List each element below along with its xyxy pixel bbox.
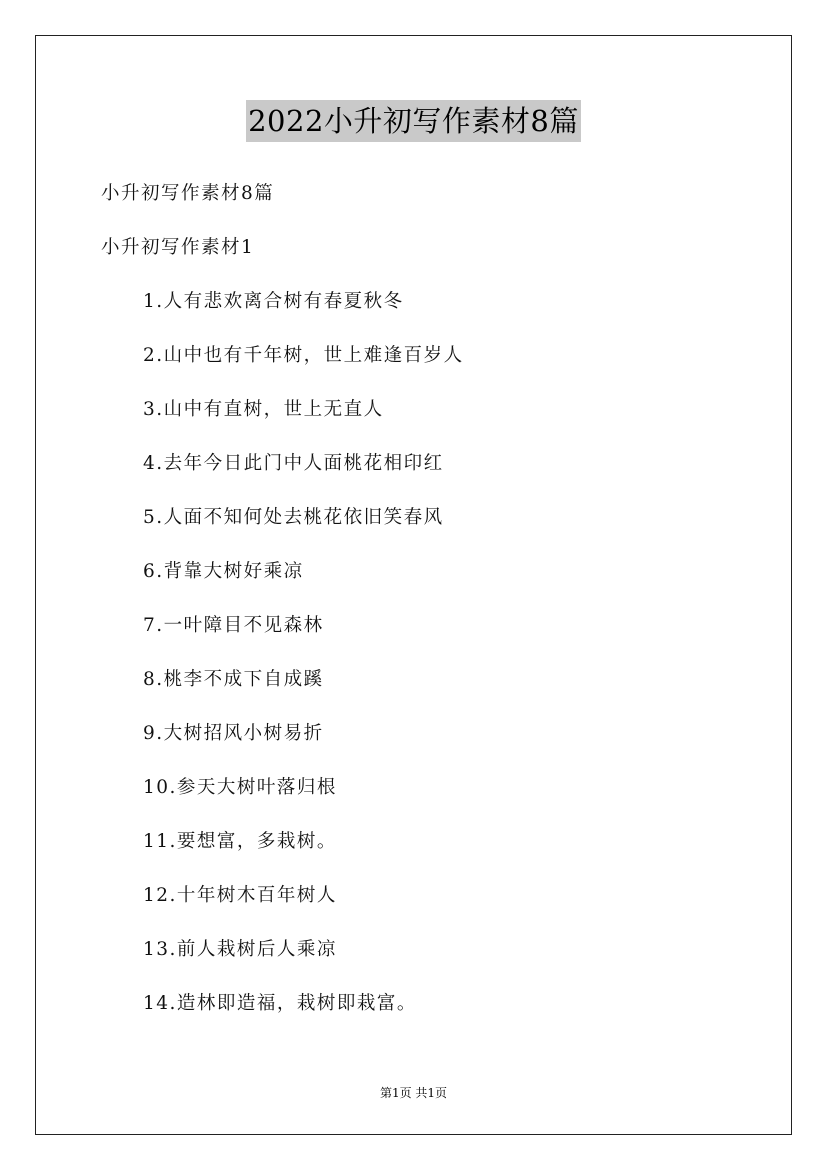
list-item: 3.山中有直树，世上无直人 [143, 399, 384, 420]
list-item: 2.山中也有千年树，世上难逢百岁人 [143, 345, 464, 366]
list-item: 11.要想富，多栽树。 [143, 831, 337, 852]
list-item: 9.大树招风小树易折 [143, 723, 324, 744]
document-subtitle: 小升初写作素材8篇 [101, 183, 275, 204]
list-item: 14.造林即造福，栽树即栽富。 [143, 993, 417, 1014]
section-heading: 小升初写作素材1 [101, 237, 255, 258]
list-item: 6.背靠大树好乘凉 [143, 561, 304, 582]
document-title: 2022小升初写作素材8篇 [246, 100, 581, 142]
list-item: 4.去年今日此门中人面桃花相印红 [143, 453, 444, 474]
list-item: 12.十年树木百年树人 [143, 885, 337, 906]
list-item: 1.人有悲欢离合树有春夏秋冬 [143, 291, 404, 312]
list-item: 7.一叶障目不见森林 [143, 615, 324, 636]
list-item: 5.人面不知何处去桃花依旧笑春风 [143, 507, 444, 528]
page-footer: 第1页 共1页 [379, 1086, 448, 1100]
list-item: 13.前人栽树后人乘凉 [143, 939, 337, 960]
list-item: 8.桃李不成下自成蹊 [143, 669, 324, 690]
list-item: 10.参天大树叶落归根 [143, 777, 337, 798]
